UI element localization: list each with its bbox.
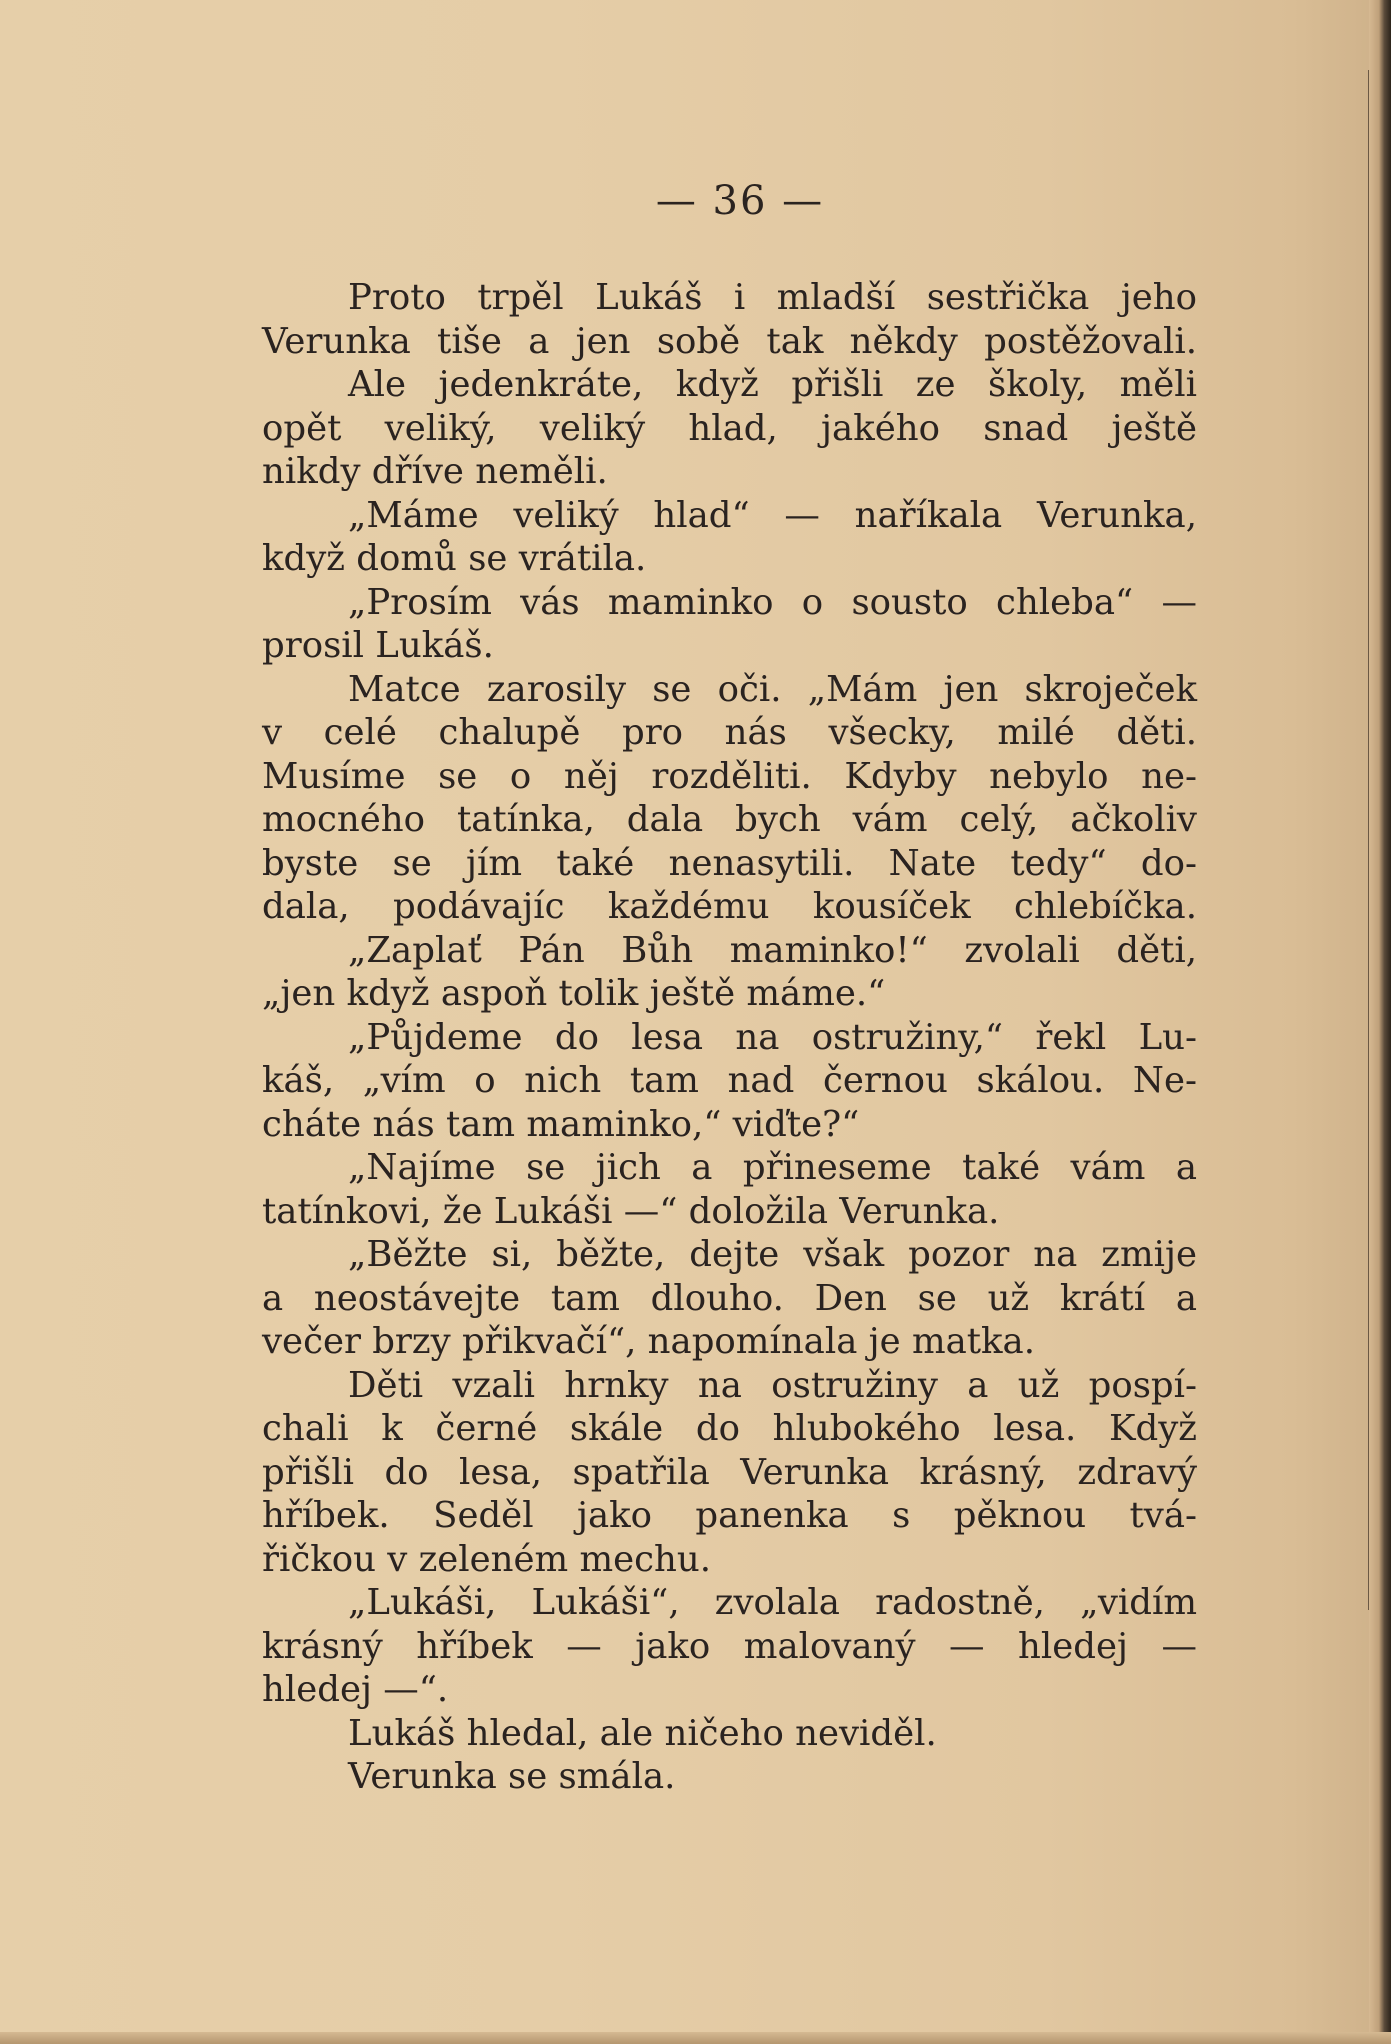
text-line: mocného tatínka, dala bych vám celý, ačkoliv (262, 799, 1197, 840)
text-line: chali k černé skále do hlubokého lesa. Když (262, 1408, 1197, 1449)
page-number: — 36 — (655, 178, 825, 224)
text-line: v celé chalupě pro nás všecky, milé děti. (262, 712, 1197, 753)
text-line: opět veliký, veliký hlad, jakého snad ještě (262, 407, 1197, 449)
text-line: řičkou v zeleném mechu. (262, 1538, 712, 1580)
text-line: krásný hříbek — jako malovaný — hledej — (262, 1625, 1197, 1667)
text-line: káš, „vím o nich tam nad černou skálou. Ne- (262, 1060, 1197, 1101)
text-line: „Najíme se jich a přineseme také vám a (348, 1147, 1197, 1188)
body-text (262, 276, 1197, 1799)
text-line: „Lukáši, Lukáši“, zvolala radostně, „vidím (348, 1582, 1197, 1623)
text-line: Děti vzali hrnky na ostružiny a už pospí- (348, 1364, 1197, 1406)
text-line: prosil Lukáš. (262, 625, 494, 666)
text-line: Verunka tiše a jen sobě tak někdy postěžovali. (262, 320, 1197, 362)
text-line: „jen když aspoň tolik ještě máme.“ (262, 973, 886, 1014)
text-line: Lukáš hledal, ale ničeho neviděl. (348, 1712, 937, 1754)
text-line: byste se jím také nenasytili. Nate tedy“ do- (262, 842, 1197, 884)
text-line: když domů se vrátila. (262, 538, 647, 579)
text-line: cháte nás tam maminko,“ viďte?“ (262, 1103, 860, 1145)
text-line: hříbek. Seděl jako panenka s pěknou tvá- (262, 1495, 1197, 1536)
page-right-edge (1369, 0, 1391, 2044)
text-line: „Půjdeme do lesa na ostružiny,“ řekl Lu- (348, 1016, 1197, 1058)
text-line: „Běžte si, běžte, dejte však pozor na zmije (348, 1234, 1197, 1275)
page-bottom-edge (0, 2032, 1391, 2044)
text-line: dala, podávajíc každému kousíček chlebíčka. (262, 886, 1197, 927)
text-line: hledej —“. (262, 1669, 449, 1710)
text-line: Musíme se o něj rozděliti. Kdyby nebylo ne- (262, 755, 1197, 797)
text-line: přišli do lesa, spatřila Verunka krásný, zdravý (262, 1451, 1197, 1493)
text-line: a neostávejte tam dlouho. Den se už krátí a (262, 1277, 1197, 1319)
text-line: Verunka se smála. (348, 1756, 676, 1797)
text-line: Ale jedenkráte, když přišli ze školy, měli (348, 364, 1197, 405)
text-line: nikdy dříve neměli. (262, 451, 608, 492)
text-line: Matce zarosily se oči. „Mám jen skroječek (348, 668, 1197, 710)
text-line: Proto trpěl Lukáš i mladší sestřička jeho (348, 277, 1197, 318)
text-line: večer brzy přikvačí“, napomínala je matka. (262, 1321, 1036, 1362)
text-line: „Máme veliký hlad“ — naříkala Verunka, (348, 494, 1197, 536)
text-line: „Prosím vás maminko o sousto chleba“ — (348, 581, 1197, 623)
text-line: tatínkovi, že Lukáši —“ doložila Verunka. (262, 1190, 1000, 1232)
text-line: „Zaplať Pán Bůh maminko!“ zvolali děti, (348, 929, 1197, 971)
